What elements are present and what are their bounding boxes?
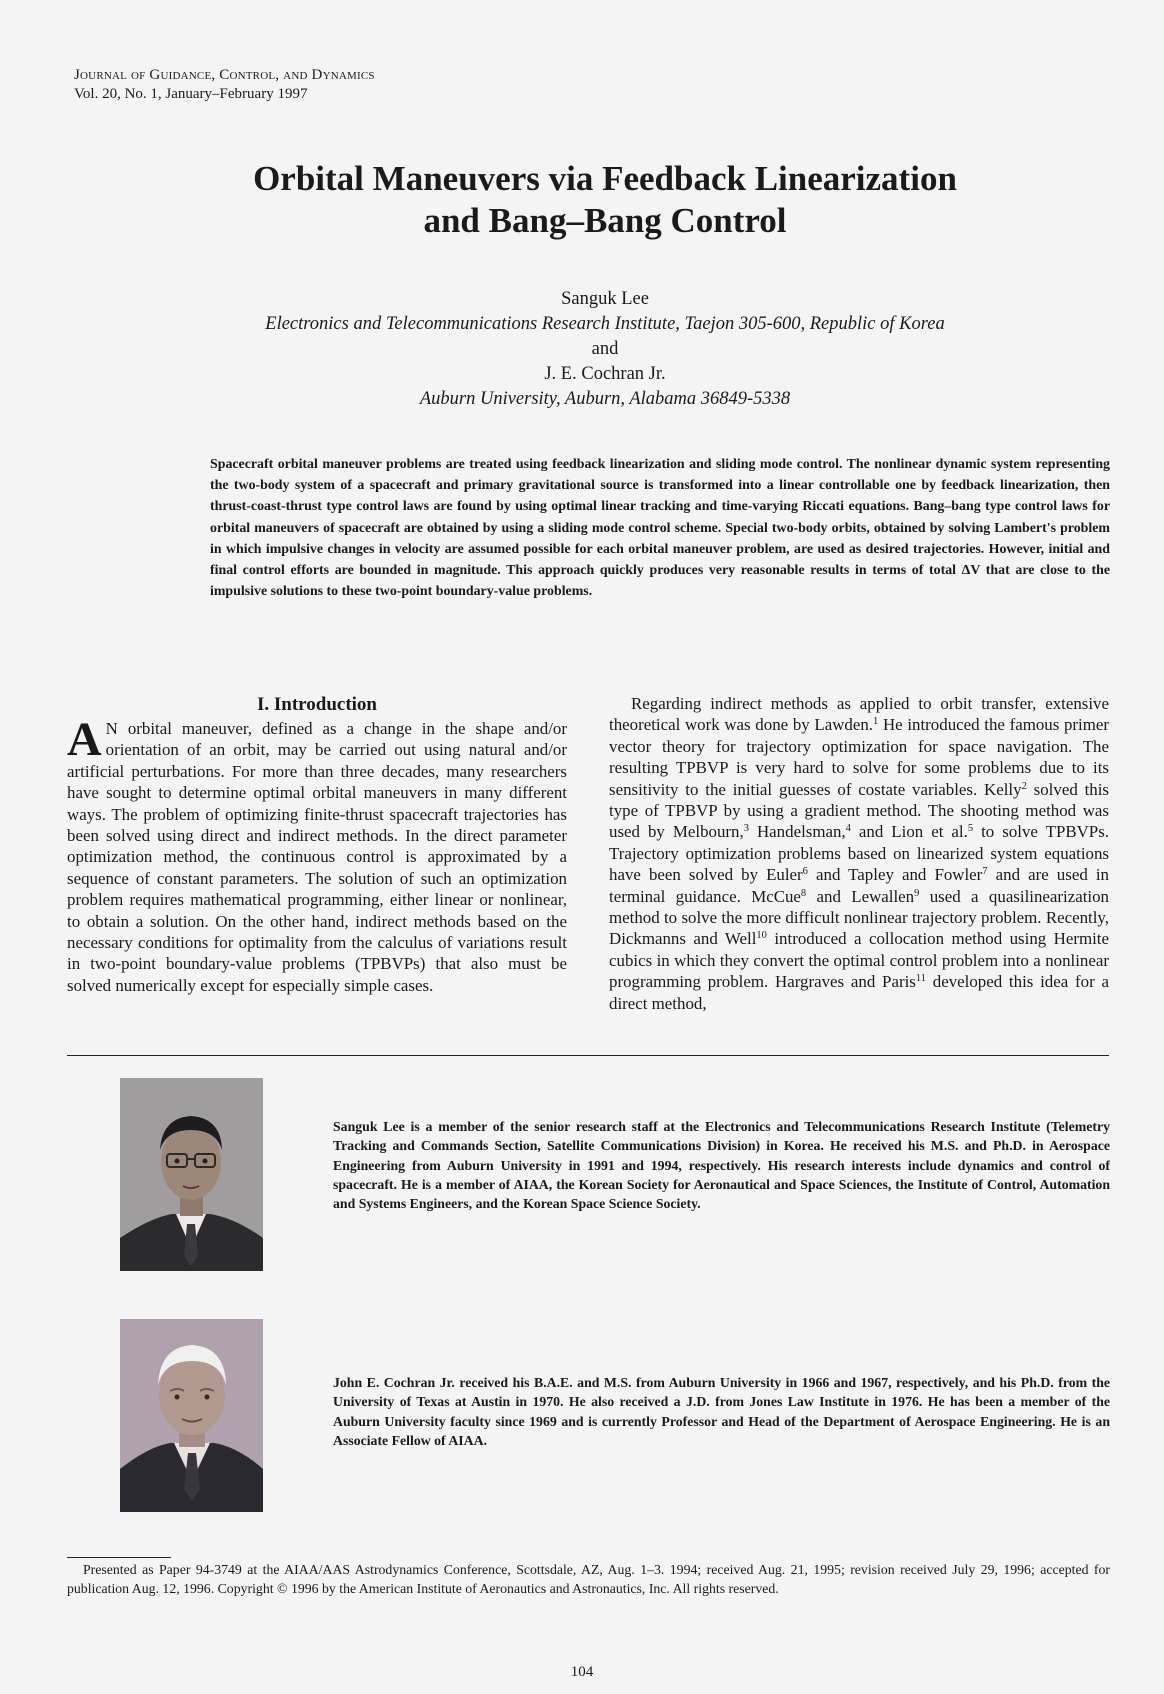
footnote-text: Presented as Paper 94-3749 at the AIAA/AAS Astrodynamics Conference, Scottsdale, AZ, Aug. 1–3. 1994; received Aug. 21, 1995; revision received July 29, 1996; accepted for publication Aug. 12, 1996. Copyright © 1996 by the American Institute of Aeronautics and Astronautics, Inc. All rights reserved.	[67, 1562, 1110, 1596]
text-run: Regarding indirect methods as applied to orbit transfer, extensive theoretical work was done by Lawden.	[609, 694, 1109, 735]
reference-marker: 5	[967, 823, 974, 835]
text-run: and are used in terminal guidance. McCue	[609, 865, 1109, 906]
reference-marker: 3	[743, 823, 749, 835]
portrait-lee	[120, 1078, 263, 1271]
intro-paragraph-2	[609, 693, 1109, 1014]
text-run: and Tapley and Fowler	[807, 865, 983, 885]
reference-marker: 11	[915, 973, 926, 985]
reference-marker: 4	[845, 823, 851, 835]
intro-paragraph-1	[67, 713, 567, 996]
reference-marker: 7	[982, 866, 988, 878]
abstract-text: Spacecraft orbital maneuver problems are treated using feedback linearization and sliding mode control. The nonlinear dynamic system representing the two-body system of a spacecraft and primary gravitational source is transformed into a linear controllable one by feedback linearization, then thrust-coast-thrust type control laws are found by using optimal linear tracking and time-varying Riccati equations. Bang–bang type control laws for orbital maneuvers of spacecraft are obtained by using a sliding mode control scheme. Special two-body orbits, obtained by solving Lambert's problem in which impulsive changes in velocity are assumed possible for each orbital maneuver problem, are used as desired trajectories. However, initial and final control efforts are bounded in magnitude. This approach quickly produces very reasonable results in terms of total ΔV that are close to the impulsive solutions to these two-point boundary-value problems.	[210, 457, 1110, 600]
author-bio-cochran	[333, 1373, 1110, 1450]
author-name-1: Sanguk Lee	[561, 289, 649, 309]
page-number: 104	[570, 1664, 594, 1680]
title-line-1: Orbital Maneuvers via Feedback Linearization	[253, 159, 957, 198]
intro-right-column	[609, 693, 1109, 1014]
author-block	[100, 287, 1110, 412]
text-run: Handelsman,	[748, 822, 846, 842]
reference-marker: 2	[1021, 780, 1027, 792]
intro-left-text: N orbital maneuver, defined as a change in the shape and/or orientation of an orbit, may be carried out using natural and/or artificial perturbations. For more than three decades, many researchers have sought to determine optimal orbital maneuvers in many different ways. The problem of optimizing finite-thrust spacecraft trajectories has been solved using direct and indirect methods. In the direct parameter optimization method, the continuous control is approximated by a sequence of constant parameters. The solution of such an optimization problem requires mathematical programming, either linear or nonlinear, to obtain a solution. On the other hand, indirect methods based on the necessary conditions for optimality from the calculus of variations result in two-point boundary-value problems (TPBVPs) that also must be solved numerically except for especially simple cases.	[67, 719, 567, 995]
text-run: introduced a collocation method using Hermite cubics in which they convert the optimal control problem into a nonlinear programming problem. Hargraves and Paris	[609, 929, 1110, 992]
text-run: and Lewallen	[806, 886, 915, 906]
text-run: solved this type of TPBVP by using a gradient method. The shooting method was used by Melbourn,	[609, 779, 1109, 842]
intro-left-column	[67, 693, 567, 996]
author-photo-lee	[120, 1078, 263, 1271]
author-name-2: J. E. Cochran Jr.	[544, 364, 666, 384]
author-bio-lee	[333, 1117, 1110, 1213]
portrait-cochran	[120, 1319, 263, 1512]
author-photo-cochran	[120, 1319, 263, 1512]
drop-cap: A	[67, 713, 102, 766]
reference-marker: 9	[914, 887, 920, 899]
reference-marker: 8	[800, 887, 807, 899]
author-conjunction: and	[591, 339, 619, 359]
reference-marker: 1	[873, 716, 879, 728]
journal-name: Journal of Guidance, Control, and Dynamics	[74, 67, 375, 83]
abstract	[210, 454, 1110, 602]
text-run: He introduced the famous primer vector theory for trajectory optimization for space navigation. The resulting TPBVP is very hard to solve for some problems due to its sensitivity to the initial guesses of costate variables. Kelly	[609, 715, 1110, 799]
title-line-2: and Bang–Bang Control	[423, 201, 787, 240]
paper-title	[100, 158, 1110, 242]
section-heading: I. Introduction	[256, 694, 377, 715]
footnote-rule	[67, 1557, 171, 1558]
section-divider	[67, 1055, 1109, 1056]
reference-marker: 6	[802, 866, 808, 878]
journal-header	[74, 66, 375, 104]
bio-text-lee: Sanguk Lee is a member of the senior research staff at the Electronics and Telecommunications Research Institute (Telemetry Tracking and Commands Section, Satellite Communications Division) in Korea. He received his M.S. and Ph.D. in Aerospace Engineering from Auburn University in 1991 and 1994, respectively. His research interests include dynamics and control of spacecraft. He is a member of AIAA, the Korean Society for Aeronautical and Space Sciences, the Institute of Control, Automation and Systems Engineers, and the Korean Space Science Society.	[333, 1119, 1110, 1212]
author-affiliation-2: Auburn University, Auburn, Alabama 36849-5338	[419, 389, 791, 409]
text-run: developed this idea for a direct method,	[609, 972, 1109, 1013]
reference-marker: 10	[756, 930, 767, 942]
text-run: to solve TPBVPs. Trajectory optimization problems based on linearized system equations have been solved by Euler	[609, 822, 1109, 885]
text-run: used a quasilinearization method to solve the more difficult nonlinear trajectory problem. Recently, Dickmanns and Well	[609, 886, 1109, 949]
author-affiliation-1: Electronics and Telecommunications Research Institute, Taejon 305-600, Republic of Korea	[265, 314, 945, 334]
bio-text-cochran: John E. Cochran Jr. received his B.A.E. and M.S. from Auburn University in 1966 and 1967, respectively, and his Ph.D. from the University of Texas at Austin in 1970. He also received a J.D. from Jones Law Institute in 1976. He has been a member of the Auburn University faculty since 1969 and is currently Professor and Head of the Department of Aerospace Engineering. He is an Associate Fellow of AIAA.	[333, 1375, 1110, 1448]
text-run: and Lion et al.	[850, 822, 968, 842]
journal-volume: Vol. 20, No. 1, January–February 1997	[74, 86, 308, 102]
footnote	[67, 1560, 1110, 1598]
